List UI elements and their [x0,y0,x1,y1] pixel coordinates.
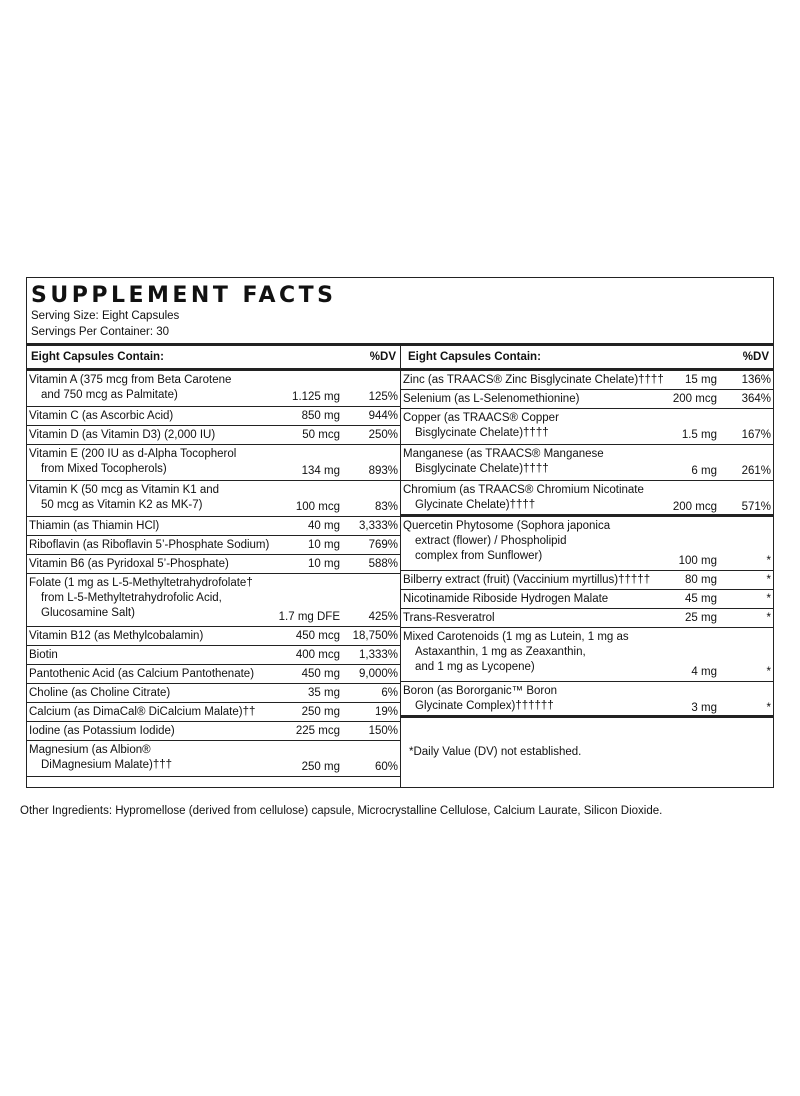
nutrient-row [401,445,773,481]
nutrient-name-line3: Glucosamine Salt) [41,607,135,619]
nutrient-amount: 450 mg [301,668,340,680]
nutrient-amount: 6 mg [691,465,717,477]
nutrient-name-line3: complex from Sunflower) [415,550,543,562]
nutrient-amount: 10 mg [308,558,340,570]
nutrient-name-line2: Bisglycinate Chelate)†††† [415,463,549,475]
nutrient-name-line1: Vitamin A (375 mcg from Beta Carotene [29,374,232,386]
nutrient-dv: 364% [741,393,771,405]
nutrient-dv: * [766,666,771,678]
nutrient-dv: 571% [741,501,771,513]
nutrient-name-line1: Pantothenic Acid (as Calcium Pantothenate) [29,668,255,680]
nutrient-amount: 35 mg [308,687,340,699]
nutrient-name [29,538,269,553]
nutrient-amount: 100 mcg [295,501,340,513]
nutrient-name [403,573,650,588]
nutrient-name-line1: Vitamin E (200 IU as d-Alpha Tocopherol [29,448,237,460]
nutrient-name-line1: Vitamin C (as Ascorbic Acid) [29,410,174,422]
nutrient-row [27,426,400,445]
nutrient-name-line2: Bisglycinate Chelate)†††† [415,427,549,439]
nutrient-amount: 1.5 mg [681,429,717,441]
nutrient-name-line2: DiMagnesium Malate)††† [41,759,173,771]
nutrient-row [401,682,773,718]
nutrient-row [27,574,400,627]
nutrient-name [29,667,254,682]
nutrient-amount: 134 mg [301,465,340,477]
nutrient-name [403,630,629,675]
nutrient-dv: * [766,593,771,605]
nutrient-dv: 3,333% [358,520,398,532]
nutrient-amount: 15 mg [685,374,717,386]
nutrient-amount: 25 mg [685,612,717,624]
nutrient-amount: 225 mcg [295,725,340,737]
nutrient-name [403,373,664,388]
nutrient-amount: 10 mg [308,539,340,551]
nutrient-amount: 250 mg [301,761,340,773]
right-column-header [408,350,769,364]
nutrient-name [29,373,231,403]
supplement-facts-panel [26,277,774,788]
nutrient-name-line2: from Mixed Tocopherols) [41,463,167,475]
nutrient-row [27,703,400,722]
nutrient-name-line2: extract (flower) / Phospholipid [415,535,567,547]
nutrient-amount: 200 mcg [672,393,717,405]
nutrient-row [27,517,400,536]
nutrient-dv: 250% [368,429,398,441]
left-header-label: Eight Capsules Contain: [31,351,164,363]
nutrient-row [27,371,400,407]
nutrient-dv: * [766,555,771,567]
nutrient-name-line2: Glycinate Chelate)†††† [415,499,536,511]
nutrient-name-line1: Folate (1 mg as L-5-Methyltetrahydrofolate† [29,577,253,589]
nutrient-row [27,665,400,684]
nutrient-name-line1: Riboflavin (as Riboflavin 5’-Phosphate Sodium) [29,539,270,551]
nutrient-row [401,390,773,409]
nutrient-name-line2: 50 mcg as Vitamin K2 as MK-7) [41,499,203,511]
nutrient-dv: * [766,612,771,624]
nutrient-amount: 200 mcg [672,501,717,513]
nutrient-dv: 125% [368,391,398,403]
nutrient-row [27,627,400,646]
nutrient-row [401,609,773,628]
nutrient-name-line1: Selenium (as L-Selenomethionine) [403,393,580,405]
nutrient-dv: 893% [368,465,398,477]
nutrient-amount: 450 mcg [295,630,340,642]
nutrient-name-line2: Glycinate Complex)†††††† [415,700,554,712]
nutrient-name [29,428,215,443]
row-divider [27,776,400,777]
nutrient-name [403,519,610,564]
nutrient-dv: 60% [374,761,398,773]
nutrient-amount: 45 mg [685,593,717,605]
nutrient-amount: 400 mcg [295,649,340,661]
nutrient-name [29,705,255,720]
nutrient-name-line2: from L-5-Methyltetrahydrofolic Acid, [41,592,222,604]
nutrient-name-line1: Copper (as TRAACS® Copper [403,412,559,424]
nutrient-dv: 425% [368,611,398,623]
nutrient-dv: 6% [381,687,398,699]
nutrient-name [29,409,173,424]
nutrient-dv: * [766,574,771,586]
nutrient-name [403,684,557,714]
nutrient-row [27,407,400,426]
dv-footnote: *Daily Value (DV) not established. [409,746,582,758]
nutrient-name-line2: Astaxanthin, 1 mg as Zeaxanthin, [415,646,586,658]
left-header-dv: %DV [369,351,396,363]
nutrient-row [401,481,773,517]
nutrient-name-line1: Nicotinamide Riboside Hydrogen Malate [403,593,609,605]
nutrient-amount: 100 mg [678,555,717,567]
nutrient-amount: 850 mg [301,410,340,422]
servings-per-container: Servings Per Container: 30 [31,326,170,338]
nutrient-name-line1: Vitamin D (as Vitamin D3) (2,000 IU) [29,429,216,441]
nutrient-name [29,447,236,477]
nutrient-name-line1: Chromium (as TRAACS® Chromium Nicotinate [403,484,644,496]
nutrient-name [403,483,644,513]
nutrient-row [27,536,400,555]
nutrient-name [29,576,253,621]
nutrient-name [403,411,559,441]
nutrient-amount: 250 mg [301,706,340,718]
nutrient-dv: 167% [741,429,771,441]
nutrient-dv: 18,750% [352,630,398,642]
nutrient-name-line1: Bilberry extract (fruit) (Vaccinium myrtillus)††††† [403,574,651,586]
nutrient-amount: 40 mg [308,520,340,532]
nutrient-name [29,557,229,572]
nutrient-name [403,447,604,477]
nutrient-dv: * [766,702,771,714]
nutrient-row [27,445,400,481]
nutrient-name-line1: Manganese (as TRAACS® Manganese [403,448,604,460]
nutrient-row [401,571,773,590]
nutrient-name-line1: Choline (as Choline Citrate) [29,687,171,699]
nutrient-row [27,741,400,777]
nutrient-name-line1: Iodine (as Potassium Iodide) [29,725,175,737]
nutrient-name [29,686,170,701]
other-ingredients: Other Ingredients: Hypromellose (derived from cellulose) capsule, Microcrystalline Cellulose, Calcium Laurate, Silicon Dioxide. [20,805,663,817]
nutrient-row [27,684,400,703]
nutrient-dv: 136% [741,374,771,386]
nutrient-name-line1: Calcium (as DimaCal® DiCalcium Malate)†† [29,706,256,718]
nutrient-name [29,743,172,773]
nutrient-row [401,517,773,571]
nutrient-dv: 150% [368,725,398,737]
right-header-label: Eight Capsules Contain: [408,351,541,363]
nutrient-name-line1: Vitamin K (50 mcg as Vitamin K1 and [29,484,220,496]
nutrient-name-line3: and 1 mg as Lycopene) [415,661,535,673]
nutrient-name [29,724,175,739]
nutrient-row [27,722,400,741]
nutrient-name [29,483,219,513]
nutrient-amount: 1.7 mg DFE [278,611,340,623]
nutrient-name-line1: Mixed Carotenoids (1 mg as Lutein, 1 mg as [403,631,629,643]
nutrient-row [401,628,773,682]
nutrient-row [27,555,400,574]
panel-title: SUPPLEMENT FACTS [31,283,337,308]
nutrient-name [29,519,159,534]
nutrient-dv: 769% [368,539,398,551]
nutrient-name-line1: Biotin [29,649,58,661]
nutrient-name-line1: Vitamin B6 (as Pyridoxal 5’-Phosphate) [29,558,229,570]
serving-size: Serving Size: Eight Capsules [31,310,180,322]
nutrient-name-line2: and 750 mcg as Palmitate) [41,389,178,401]
nutrient-amount: 1.125 mg [292,391,340,403]
nutrient-amount: 4 mg [691,666,717,678]
nutrient-name-line1: Trans-Resveratrol [403,612,495,624]
nutrient-name-line1: Magnesium (as Albion® [29,744,151,756]
nutrient-name-line1: Vitamin B12 (as Methylcobalamin) [29,630,204,642]
nutrient-dv: 1,333% [358,649,398,661]
nutrient-amount: 3 mg [691,702,717,714]
nutrient-dv: 19% [374,706,398,718]
nutrient-name [403,392,579,407]
nutrient-row [401,371,773,390]
nutrient-name [29,648,58,663]
row-divider [401,715,773,718]
nutrient-dv: 9,000% [358,668,398,680]
right-header-dv: %DV [742,351,769,363]
nutrient-row [401,590,773,609]
nutrient-row [27,646,400,665]
nutrient-dv: 588% [368,558,398,570]
nutrient-name-line1: Quercetin Phytosome (Sophora japonica [403,520,611,532]
nutrient-row [401,409,773,445]
nutrient-dv: 83% [374,501,398,513]
left-column-header [31,350,396,364]
nutrient-name [403,592,608,607]
nutrient-name-line1: Zinc (as TRAACS® Zinc Bisglycinate Chelate)†††† [403,374,664,386]
nutrient-dv: 261% [741,465,771,477]
nutrient-name [29,629,203,644]
nutrient-dv: 944% [368,410,398,422]
nutrient-name [403,611,495,626]
nutrient-amount: 80 mg [685,574,717,586]
nutrient-name-line1: Boron (as Bororganic™ Boron [403,685,558,697]
nutrient-name-line1: Thiamin (as Thiamin HCl) [29,520,160,532]
nutrient-amount: 50 mcg [302,429,340,441]
nutrient-row [27,481,400,517]
